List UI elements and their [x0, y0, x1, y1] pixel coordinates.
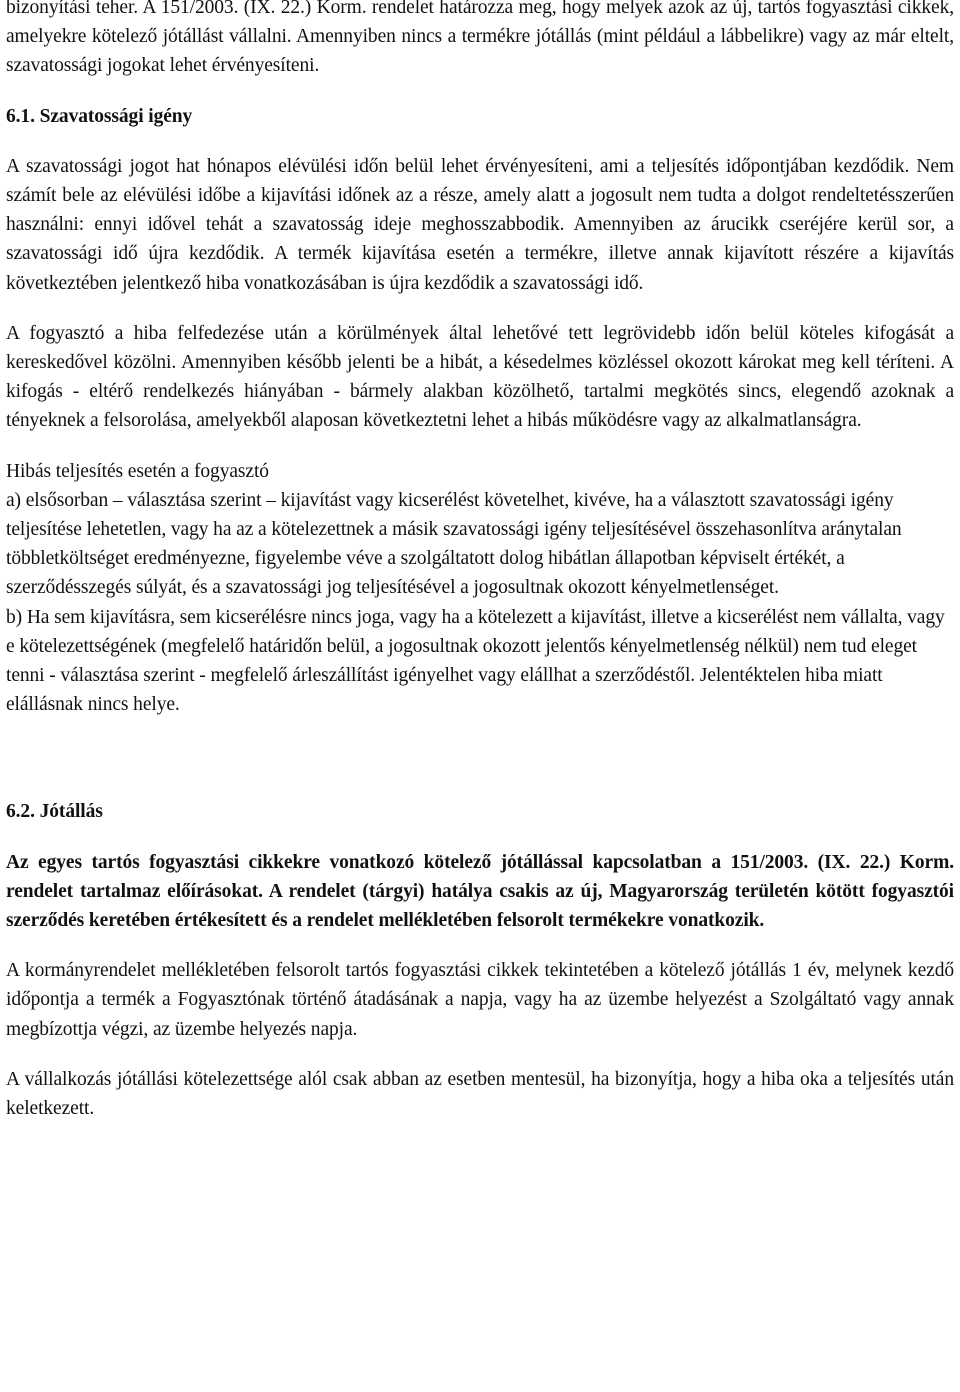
spacer — [6, 719, 954, 797]
spacer — [6, 131, 954, 152]
spacer — [6, 1044, 954, 1065]
list-intro: Hibás teljesítés esetén a fogyasztó — [6, 460, 269, 482]
section-heading-6-2: 6.2. Jótállás — [6, 801, 103, 823]
spacer — [6, 935, 954, 956]
spacer — [6, 298, 954, 319]
list-item-a: a) elsősorban – választása szerint – kijavítást vagy kicserélést követelhet, kivéve, ha a választott szavatossági igény teljesítése lehetetlen, vagy ha az a kötelezettnek a másik szavatossági igény teljesítésével összehasonlítva aránytalan többletköltséget eredményezne, figyelembe véve a szolgáltatott dolog hibátlan állapotban képviselt értékét, a szerződésszegés súlyát, és a szavatossági jog teljesítésével a jogosultnak okozott kényelmetlenséget. — [6, 489, 902, 599]
paragraph-limitation-period: A szavatossági jogot hat hónapos elévülési időn belül lehet érvényesíteni, ami a teljesítés időpontjában kezdődik. Nem számít bele az elévülési időbe a kijavítási időnek az a része, amely alatt a jogosult nem tudta a dolgot rendeltetésszerűen használni: ennyi idővel tehát a szavatosság ideje meghosszabbodik. Amennyiben az árucikk cseréjére kerül sor, a szavatossági idő újra kezdődik. A termék kijavítása esetén a termékre, illetve annak kijavított részére a kijavítás következtében jelentkező hiba vonatkozásában is újra kezdődik a szavatossági idő. — [6, 155, 954, 294]
paragraph-complaint-notice: A fogyasztó a hiba felfedezése után a körülmények által lehetővé tett legrövidebb időn belül köteles kifogását a kereskedővel közölni. Amennyiben később jelenti be a hibát, a késedelmes közléssel okozott károkat meg kell téríteni. A kifogás - eltérő rendelkezés hiányában - bármely alakban közölhető, tartalmi megkötés sincs, elegendő azoknak a tényeknek a felsorolása, amelyekből alaposan következtetni lehet a hibás működésre vagy az alkalmatlanságra. — [6, 322, 954, 432]
paragraph-warranty-exemption: A vállalkozás jótállási kötelezettsége alól csak abban az esetben mentesül, ha bizonyítja, hogy a hiba oka a teljesítés után keletkezett. — [6, 1068, 954, 1120]
document-page — [6, 0, 954, 1123]
spacer — [6, 436, 954, 457]
paragraph-warranty-regulation: Az egyes tartós fogyasztási cikkekre vonatkozó kötelező jótállással kapcsolatban a 151/2003. (IX. 22.) Korm. rendelet tartalmaz előírásokat. A rendelet (tárgyi) hatálya csakis az új, Magyarország területén kötött fogyasztói szerződés keretében értékesített és a rendelet mellékletében felsorolt termékekre vonatkozik. — [6, 851, 954, 932]
spacer — [6, 827, 954, 848]
paragraph-warranty-period: A kormányrendelet mellékletében felsorolt tartós fogyasztási cikkek tekintetében a kötelező jótállás 1 év, melynek kezdő időpontja a termék a Fogyasztónak történő átadásának a napja, vagy ha az üzembe helyezést a Szolgáltató vagy annak megbízottja végzi, az üzembe helyezés napja. — [6, 960, 954, 1040]
intro-paragraph: bizonyítási teher. A 151/2003. (IX. 22.) Korm. rendelet határozza meg, hogy melyek azok az új, tartós fogyasztási cikkek, amelyekre kötelező jótállást vállalni. Amennyiben nincs a termékre jótállás (mint például a lábbelikre) vagy az már eltelt, szavatossági jogokat lehet érvényesíteni. — [6, 0, 954, 77]
spacer — [6, 81, 954, 102]
list-item-b: b) Ha sem kijavításra, sem kicserélésre nincs joga, vagy ha a kötelezett a kijavítást, illetve a kicserélést nem vállalta, vagy e kötelezettségének (megfelelő határidőn belül, a jogosultnak okozott jelentős kényelmetlenség nélkül) nem tud eleget tenni - választása szerint - megfelelő árleszállítást igényelhet vagy elállhat a szerződéstől. Jelentéktelen hiba miatt elállásnak nincs helye. — [6, 606, 945, 716]
section-heading-6-1: 6.1. Szavatossági igény — [6, 105, 193, 127]
